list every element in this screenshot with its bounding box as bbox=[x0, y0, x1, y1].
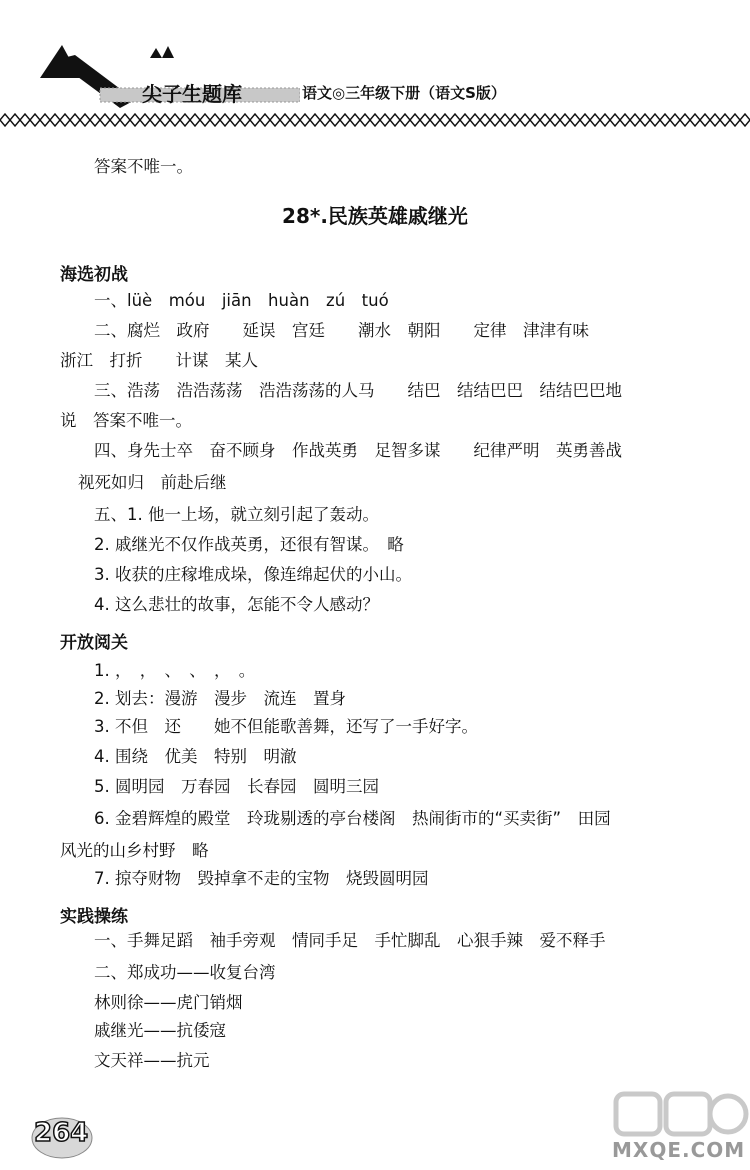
answer-line: 一、手舞足蹈 袖手旁观 情同手足 手忙脚乱 心狠手辣 爱不释手 bbox=[94, 931, 606, 950]
section-heading-3: 实践操练 bbox=[60, 907, 128, 927]
answer-line: 5. 圆明园 万春园 长春园 圆明三园 bbox=[94, 777, 379, 796]
answer-line: 3. 不但 还 她不但能歌善舞，还写了一手好字。 bbox=[94, 717, 478, 736]
answer-line: 五、1. 他一上场，就立刻引起了轰动。 bbox=[94, 505, 379, 524]
section-heading-1: 海选初战 bbox=[60, 265, 128, 285]
answer-line: 4. 围绕 优美 特别 明澈 bbox=[94, 747, 297, 766]
lesson-title: 28*.民族英雄戚继光 bbox=[282, 204, 468, 228]
answer-line: 一、lüè móu jiān huàn zú tuó bbox=[94, 291, 389, 310]
answer-line: 2. 戚继光不仅作战英勇，还很有智谋。 略 bbox=[94, 535, 404, 554]
answer-line: 浙江 打折 计谋 某人 bbox=[60, 351, 258, 370]
answer-line: 2. 划去：漫游 漫步 流连 置身 bbox=[94, 689, 346, 708]
pre-answer-text: 答案不唯一。 bbox=[94, 157, 193, 176]
answer-line: 视死如归 前赴后继 bbox=[78, 473, 227, 492]
answer-line: 说 答案不唯一。 bbox=[60, 411, 192, 430]
answer-line: 二、腐烂 政府 延误 宫廷 潮水 朝阳 定律 津津有味 bbox=[94, 321, 589, 340]
book-series-logo: 尖子生题库 bbox=[142, 82, 242, 106]
page-number: 264 bbox=[34, 1118, 89, 1148]
answer-line: 1. ， ， 、 、 ， 。 bbox=[94, 661, 256, 680]
answer-line: 二、郑成功——收复台湾 bbox=[94, 963, 276, 982]
section-heading-2: 开放阅关 bbox=[60, 633, 128, 653]
watermark-text: MXQE.COM bbox=[612, 1138, 746, 1162]
zigzag-divider bbox=[0, 112, 750, 128]
subject-label: 语文◎三年级下册（语文S版） bbox=[302, 84, 506, 102]
answer-line: 三、浩荡 浩浩荡荡 浩浩荡荡的人马 结巴 结结巴巴 结结巴巴地 bbox=[94, 381, 622, 400]
answer-line: 四、身先士卒 奋不顾身 作战英勇 足智多谋 纪律严明 英勇善战 bbox=[94, 441, 622, 460]
answer-line: 文天祥——抗元 bbox=[94, 1051, 210, 1070]
answer-line: 6. 金碧辉煌的殿堂 玲珑剔透的亭台楼阁 热闹街市的“买卖街” 田园 bbox=[94, 809, 611, 828]
answer-line: 戚继光——抗倭寇 bbox=[94, 1021, 226, 1040]
answer-line: 7. 掠夺财物 毁掉拿不走的宝物 烧毁圆明园 bbox=[94, 869, 429, 888]
answer-line: 林则徐——虎门销烟 bbox=[94, 993, 243, 1012]
answer-line: 4. 这么悲壮的故事，怎能不令人感动？ bbox=[94, 595, 379, 614]
answer-line: 风光的山乡村野 略 bbox=[60, 841, 209, 860]
answer-line: 3. 收获的庄稼堆成垛，像连绵起伏的小山。 bbox=[94, 565, 412, 584]
